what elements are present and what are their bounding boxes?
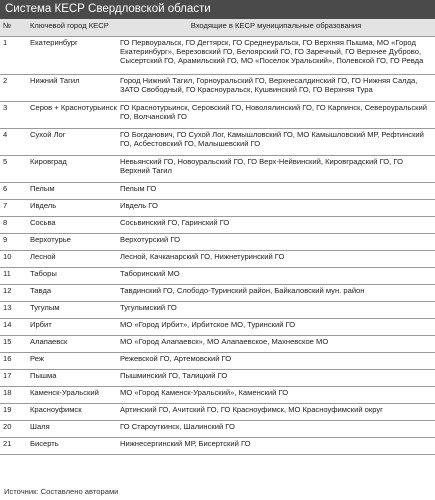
members-cell: Режевской ГО, Артемовский ГО [117, 353, 435, 370]
row-number: 13 [0, 302, 27, 319]
key-city-cell: Таборы [27, 268, 117, 285]
key-city-cell: Пышма [27, 370, 117, 387]
members-cell: Верхотурский ГО [117, 234, 435, 251]
row-number: 19 [0, 404, 27, 421]
table-row [0, 353, 435, 370]
table-row [0, 37, 435, 75]
table-body [0, 37, 435, 455]
members-cell: ГО Староуткинск, Шалинский ГО [117, 421, 435, 438]
members-cell: МО «Город Каменск-Уральский», Каменский ГО [117, 387, 435, 404]
header-number: № [0, 19, 27, 37]
row-number: 17 [0, 370, 27, 387]
kesr-table [0, 19, 435, 455]
row-number: 20 [0, 421, 27, 438]
row-number: 16 [0, 353, 27, 370]
table-row [0, 251, 435, 268]
members-cell: Пышминский ГО, Талицкий ГО [117, 370, 435, 387]
table-row [0, 268, 435, 285]
row-number: 7 [0, 200, 27, 217]
row-number: 6 [0, 183, 27, 200]
members-cell: ГО Богданович, ГО Сухой Лог, Камышловский ГО, МО Камышловский МР, Рефтинский ГО, Асбестовский ГО, Малышевский ГО [117, 129, 435, 156]
key-city-cell: Тавда [27, 285, 117, 302]
key-city-cell: Ивдель [27, 200, 117, 217]
row-number: 8 [0, 217, 27, 234]
table-row [0, 387, 435, 404]
row-number: 11 [0, 268, 27, 285]
members-cell: Лесной, Качканарский ГО, Нижнетуринский ГО [117, 251, 435, 268]
row-number: 4 [0, 129, 27, 156]
row-number: 12 [0, 285, 27, 302]
key-city-cell: Сухой Лог [27, 129, 117, 156]
table-row [0, 404, 435, 421]
key-city-cell: Ирбит [27, 319, 117, 336]
members-cell: Тавдинский ГО, Слободо-Туринский район, Байкаловский мун. район [117, 285, 435, 302]
source-note: Источник: Составлено авторами [4, 487, 119, 496]
row-number: 21 [0, 438, 27, 455]
table-row [0, 102, 435, 129]
members-cell: Артинский ГО, Ачитский ГО, ГО Красноуфимск, МО Красноуфимский округ [117, 404, 435, 421]
key-city-cell: Тугулым [27, 302, 117, 319]
members-cell: ГО Краснотурьинск, Серовский ГО, Новолялинский ГО, ГО Карпинск, Североуральский ГО, Волчанский ГО [117, 102, 435, 129]
table-row [0, 75, 435, 102]
header-row [0, 19, 435, 37]
key-city-cell: Реж [27, 353, 117, 370]
members-cell: Город Нижний Тагил, Горноуральский ГО, Верхнесалдинский ГО, ГО Нижняя Салда, ЗАТО Свободный, ГО Красноуральск, Кушвинский ГО, ГО Верхняя Тура [117, 75, 435, 102]
key-city-cell: Екатеринбург [27, 37, 117, 75]
table-row [0, 421, 435, 438]
members-cell: Невьянский ГО, Новоуральский ГО, ГО Верх-Нейвинский, Кировградский ГО, ГО Верхний Тагил [117, 156, 435, 183]
members-cell: Пелым ГО [117, 183, 435, 200]
table-row [0, 285, 435, 302]
row-number: 18 [0, 387, 27, 404]
key-city-cell: Пелым [27, 183, 117, 200]
table-row [0, 319, 435, 336]
members-cell: МО «Город Алапаевск», МО Алапаевское, Махневское МО [117, 336, 435, 353]
key-city-cell: Серов + Краснотурьинск [27, 102, 117, 129]
table-row [0, 183, 435, 200]
table-row [0, 217, 435, 234]
members-cell: ГО Первоуральск, ГО Дегтярск, ГО Среднеуральск, ГО Верхняя Пышма, МО «Город Екатеринбург», Березовский ГО, Белоярский ГО, ГО Заречный, ГО Верхнее Дуброво, Сысертский ГО, Арамильский ГО, МО «Поселок Уральский», Полевской ГО, ГО Ревда [117, 37, 435, 75]
table-title: Система КЕСР Свердловской области [0, 0, 435, 19]
key-city-cell: Верхотурье [27, 234, 117, 251]
row-number: 10 [0, 251, 27, 268]
table-row [0, 438, 435, 455]
members-cell: Ивдель ГО [117, 200, 435, 217]
row-number: 15 [0, 336, 27, 353]
table-row [0, 156, 435, 183]
key-city-cell: Каменск-Уральский [27, 387, 117, 404]
row-number: 9 [0, 234, 27, 251]
key-city-cell: Шаля [27, 421, 117, 438]
key-city-cell: Нижний Тагил [27, 75, 117, 102]
row-number: 14 [0, 319, 27, 336]
row-number: 3 [0, 102, 27, 129]
header-members: Входящие в КЕСР муниципальные образования [117, 19, 435, 37]
table-row [0, 234, 435, 251]
key-city-cell: Бисерть [27, 438, 117, 455]
members-cell: Сосьвинский ГО, Гаринский ГО [117, 217, 435, 234]
members-cell: Таборинский МО [117, 268, 435, 285]
table-row [0, 302, 435, 319]
key-city-cell: Алапаевск [27, 336, 117, 353]
row-number: 1 [0, 37, 27, 75]
header-key-city: Ключевой город КЕСР [27, 19, 117, 37]
key-city-cell: Красноуфимск [27, 404, 117, 421]
table-row [0, 129, 435, 156]
key-city-cell: Сосьва [27, 217, 117, 234]
key-city-cell: Кировград [27, 156, 117, 183]
table-row [0, 200, 435, 217]
members-cell: Нижнесергинский МР, Бисертский ГО [117, 438, 435, 455]
row-number: 5 [0, 156, 27, 183]
members-cell: МО «Город Ирбит», Ирбитское МО, Туринский ГО [117, 319, 435, 336]
table-row [0, 370, 435, 387]
table-row [0, 336, 435, 353]
row-number: 2 [0, 75, 27, 102]
members-cell: Тугулымский ГО [117, 302, 435, 319]
key-city-cell: Лесной [27, 251, 117, 268]
